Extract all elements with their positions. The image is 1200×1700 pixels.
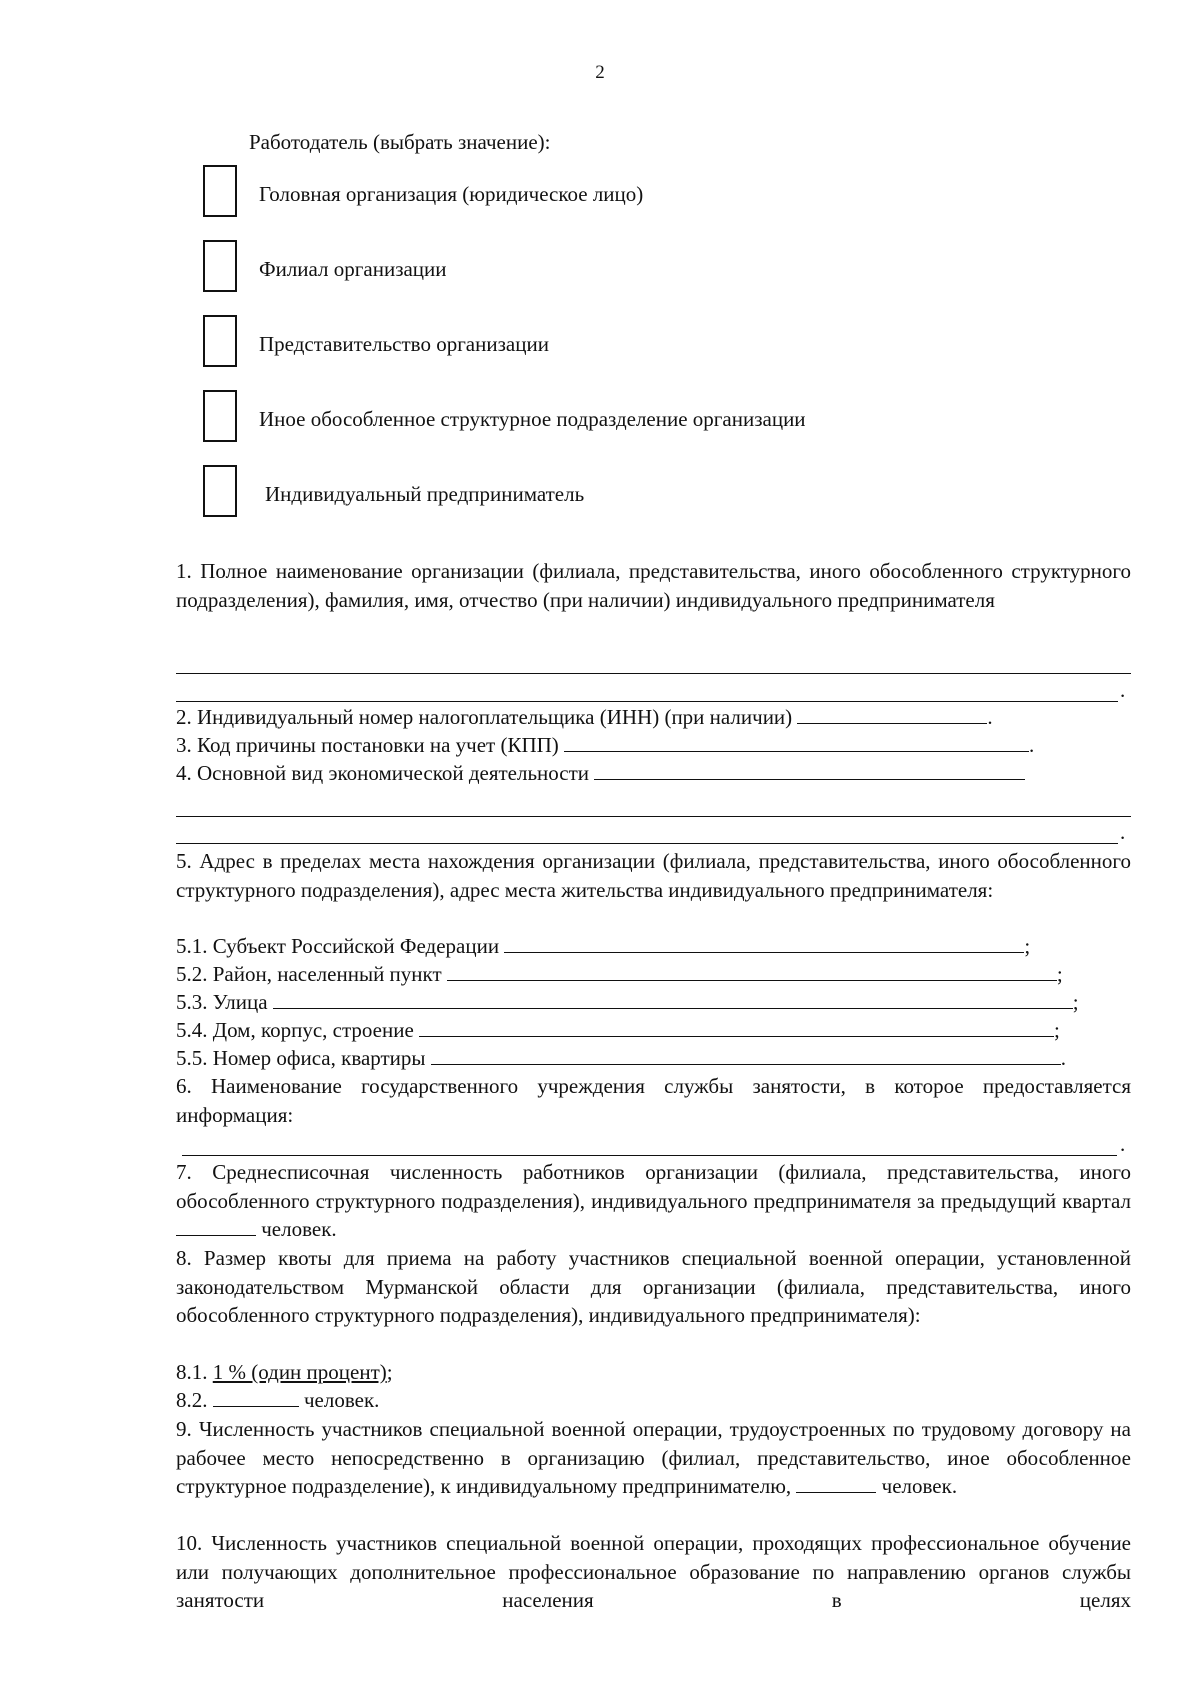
item-6-text: 6. Наименование государственного учреждения службы занятости, в которое предоставляется информация: [176, 1074, 1131, 1127]
item-8-1-semi: ; [386, 1360, 393, 1384]
item-2-label: 2. Индивидуальный номер налогоплательщика (ИНН) (при наличии) [176, 705, 793, 729]
option-label: Головная организация (юридическое лицо) [259, 182, 644, 206]
option-label: Иное обособленное структурное подразделение организации [259, 407, 806, 431]
item-5-2-label: 5.2. Район, населенный пункт [176, 962, 442, 986]
item-8-1 [176, 1358, 393, 1387]
item-5-4 [176, 1016, 1060, 1045]
item-3 [176, 731, 1034, 760]
item-7-text [176, 1158, 1131, 1244]
item-1-end-dot: . [1120, 678, 1126, 702]
checkbox[interactable] [203, 240, 237, 292]
item-4 [176, 759, 1025, 788]
item-5-2 [176, 960, 1063, 989]
item-1-field-line-2[interactable] [176, 701, 1118, 702]
employer-title: Работодатель (выбрать значение): [249, 130, 551, 154]
item-9-label: 9. Численность участников специальной военной операции, трудоустроенных по трудовому договору на рабочее место непосредственно в организацию (филиал, представительство, иное обособленное структурное подразделение), к индивидуальному предпринимателю, [176, 1417, 1131, 1498]
checkbox[interactable] [203, 465, 237, 517]
item-5-4-semi: ; [1054, 1018, 1060, 1042]
item-3-dot: . [1029, 733, 1035, 757]
district-field[interactable] [447, 962, 1057, 981]
checkbox[interactable] [203, 315, 237, 367]
item-4-field-line-3[interactable] [176, 843, 1118, 844]
item-8-text: 8. Размер квоты для приема на работу участников специальной военной операции, установленной законодательством Мурманской области для организации (филиала, представительства, иного обособленного структурного подразделения), индивидуального предпринимателя): [176, 1246, 1131, 1327]
item-5-1-label: 5.1. Субъект Российской Федерации [176, 934, 500, 958]
inn-field[interactable] [797, 705, 987, 724]
item-5-1 [176, 932, 1030, 961]
region-field[interactable] [504, 934, 1024, 953]
item-4-label: 4. Основной вид экономической деятельности [176, 761, 590, 785]
item-9-unit: человек. [881, 1474, 958, 1498]
headcount-field[interactable] [176, 1217, 256, 1236]
kpp-field[interactable] [564, 733, 1029, 752]
item-5-3-label: 5.3. Улица [176, 990, 268, 1014]
item-3-label: 3. Код причины постановки на учет (КПП) [176, 733, 559, 757]
item-4-end-dot: . [1120, 820, 1126, 844]
item-5-5-label: 5.5. Номер офиса, квартиры [176, 1046, 426, 1070]
item-8-2-label: 8.2. [176, 1388, 208, 1412]
checkbox[interactable] [203, 165, 237, 217]
street-field[interactable] [273, 990, 1073, 1009]
item-2 [176, 703, 993, 732]
item-5-5 [176, 1044, 1066, 1073]
item-5-3-semi: ; [1072, 990, 1079, 1014]
quota-value: 1 % (один процент) [212, 1360, 387, 1384]
item-5-4-label: 5.4. Дом, корпус, строение [176, 1018, 414, 1042]
item-5-2-semi: ; [1056, 962, 1063, 986]
checkbox[interactable] [203, 390, 237, 442]
item-5-1-semi: ; [1024, 934, 1031, 958]
item-7-label: 7. Среднесписочная численность работников организации (филиала, представительства, иного обособленного структурного подразделения), индивидуального предпринимателя за предыдущий квартал [176, 1160, 1131, 1213]
item-7-unit: человек. [261, 1217, 337, 1241]
item-6-end-dot: . [1120, 1132, 1126, 1156]
item-1-field-line-1[interactable] [176, 673, 1131, 674]
option-label: Филиал организации [259, 257, 447, 281]
item-1-text: 1. Полное наименование организации (филиала, представительства, иного обособленного структурного подразделения), фамилия, имя, отчество (при наличии) индивидуального предпринимателя [176, 559, 1131, 612]
item-9-text [176, 1415, 1131, 1501]
option-label: Представительство организации [259, 332, 549, 356]
item-5-5-dot: . [1060, 1046, 1067, 1070]
item-10-text: 10. Численность участников специальной военной операции, проходящих профессиональное обучение или получающих дополнительное профессиональное образование по направлению органов службы занятости населения в целях [176, 1531, 1131, 1612]
item-8-2-unit: человек. [304, 1388, 380, 1412]
page-number: 2 [595, 62, 605, 83]
option-label: Индивидуальный предприниматель [265, 482, 585, 506]
item-2-dot: . [987, 705, 993, 729]
item-8-1-label: 8.1. [176, 1360, 208, 1384]
okved-field[interactable] [594, 761, 1025, 780]
item-6-field-line[interactable] [182, 1155, 1117, 1156]
employed-count-field[interactable] [796, 1474, 876, 1493]
item-5-3 [176, 988, 1079, 1017]
house-field[interactable] [419, 1018, 1054, 1037]
item-5-text: 5. Адрес в пределах места нахождения организации (филиала, представительства, иного обособленного структурного подразделения), адрес места жительства индивидуального предпринимателя: [176, 849, 1131, 902]
quota-count-field[interactable] [213, 1388, 299, 1407]
office-field[interactable] [431, 1046, 1061, 1065]
item-4-field-line-2[interactable] [176, 816, 1131, 817]
item-8-2 [176, 1386, 379, 1415]
